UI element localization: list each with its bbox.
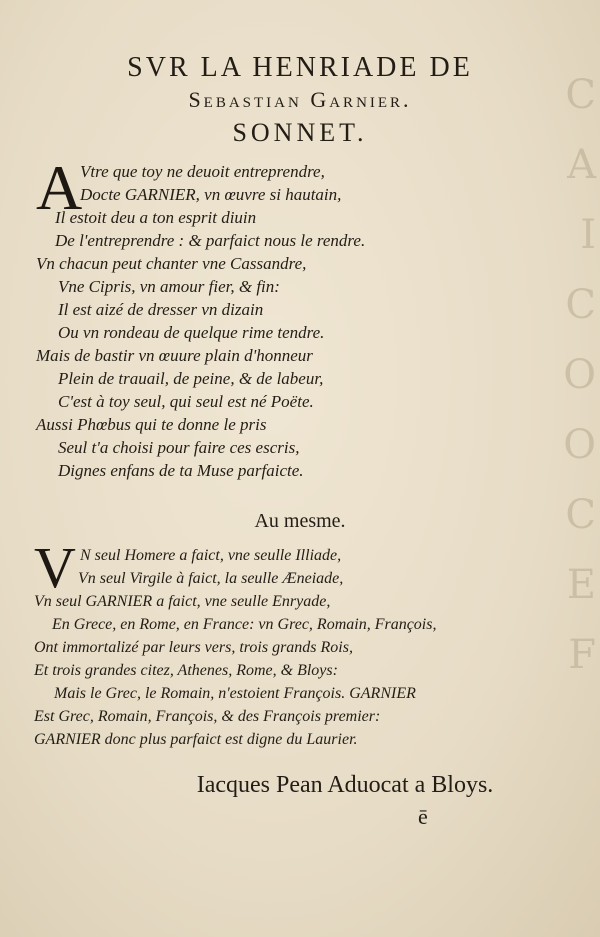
second-line: Ont immortalizé par leurs vers, trois grands Rois,: [34, 639, 353, 656]
sonnet-line: Mais de bastir vn œuure plain d'honneur: [36, 346, 313, 365]
sonnet-line: Vn chacun peut chanter vne Cassandre,: [36, 254, 307, 273]
sonnet-line: Vne Cipris, vn amour fier, & fin:: [58, 277, 280, 296]
sonnet-line: Ou vn rondeau de quelque rime tendre.: [58, 323, 325, 342]
second-line: N seul Homere a faict, vne seulle Illiade,: [80, 547, 342, 564]
bleed-through-text: C A I C O O C E F: [563, 72, 596, 678]
sonnet-line: Vtre que toy ne deuoit entreprendre,: [80, 162, 325, 181]
second-line: En Grece, en Rome, en France: vn Grec, Romain, François,: [52, 616, 437, 633]
second-line: GARNIER donc plus parfaict est digne du Laurier.: [34, 731, 358, 748]
signature-mark: ē: [418, 804, 428, 829]
title-line-2: Sebastian Garnier.: [188, 87, 412, 112]
sonnet-line: Plein de trauail, de peine, & de labeur,: [58, 369, 324, 388]
sonnet-dropcap: A: [36, 152, 83, 223]
second-line: Vn seul Virgile à faict, la seulle Æneiade,: [78, 570, 344, 587]
second-dropcap: V: [34, 535, 76, 600]
second-poem-heading: Au mesme.: [254, 510, 346, 532]
sonnet-line: Dignes enfans de ta Muse parfaicte.: [58, 461, 304, 480]
sonnet-line: C'est à toy seul, qui seul est né Poëte.: [58, 392, 314, 411]
sonnet-line: Il est aizé de dresser vn dizain: [58, 300, 264, 319]
sonnet-line: De l'entreprendre : & parfaict nous le rendre.: [55, 231, 366, 250]
sonnet-line: Aussi Phœbus qui te donne le pris: [36, 415, 267, 434]
signature: Iacques Pean Aduocat a Bloys.: [196, 772, 494, 798]
title-line-1: SVR LA HENRIADE DE: [127, 52, 473, 83]
sonnet-line: Docte GARNIER, vn œuvre si hautain,: [80, 185, 342, 204]
sonnet-line: Il estoit deu a ton esprit diuin: [55, 208, 257, 227]
second-line: Et trois grandes citez, Athenes, Rome, & Bloys:: [34, 662, 338, 679]
title-sonnet: SONNET.: [232, 118, 368, 147]
sonnet-line: Seul t'a choisi pour faire ces escris,: [58, 438, 300, 457]
second-line: Est Grec, Romain, François, & des François premier:: [34, 708, 381, 725]
second-line: Mais le Grec, le Romain, n'estoient François. GARNIER: [54, 685, 416, 702]
second-line: Vn seul GARNIER a faict, vne seulle Enryade,: [34, 593, 331, 610]
